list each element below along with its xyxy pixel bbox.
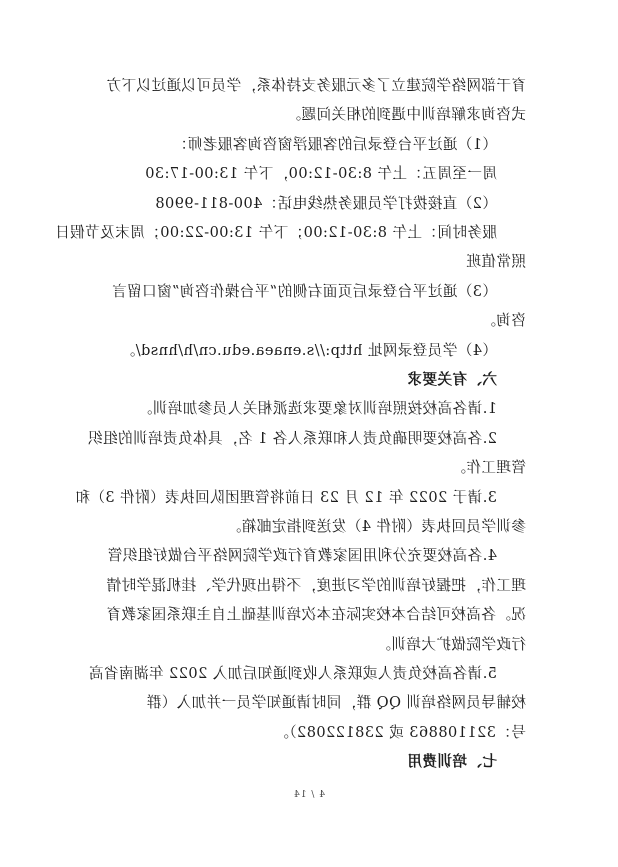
text-line: 5.请各高校负责人或联系人收到通知后加入 2022 年湖南省高 xyxy=(88,665,497,682)
text-line: （4）学员登录网址 http://s.enaea.edu.cn/h/hnsd/。 xyxy=(120,341,497,359)
page-number: 4 / 14 xyxy=(293,790,325,800)
text-line: 4.各高校要充分利用国家教育行政学院网络平台做好组织管 xyxy=(107,547,497,565)
text-line: 服务时间：上午 8:30-12:00；下午 13:00-22:00；周末及节假日 xyxy=(54,224,497,241)
text-line: 行政学院做扩大培训。 xyxy=(376,635,526,653)
text-line: 号：321108863 或 238122082）。 xyxy=(273,723,526,741)
text-line: 育干部网络学院建立了多元服务支持体系，学员可以通过以下方 xyxy=(106,77,526,94)
text-line: 理工作，把握好培训的学习进度，不得出现代学、挂机混学时情 xyxy=(106,576,526,594)
text-line: 管理工作。 xyxy=(451,459,526,477)
section-heading: 六、有关要求 xyxy=(407,371,497,388)
text-line: 周一至周五：上午 8:30-12:00，下午 13:00-17:30 xyxy=(144,165,497,183)
text-line: 3.请于 2022 年 12 月 23 日前将管理团队回执表（附件 3）和 xyxy=(74,488,497,506)
text-line: （1）通过平台登录后的客服浮窗咨询客服老师： xyxy=(172,135,497,153)
text-line: （3）通过平台登录后页面右侧的“平台操作咨询”窗口留言 xyxy=(111,282,497,300)
text-line: 1.请各高校按照培训对象要求选派相关人员参加培训。 xyxy=(137,400,497,418)
text-line: （2）直接拨打学员服务热线电话：400-811-9908 xyxy=(154,194,497,212)
text-line: 式咨询求解培训中遇到的相关问题。 xyxy=(286,106,526,124)
text-line: 参训学员回执表（附件 4）发送到指定邮箱。 xyxy=(226,518,526,535)
text-line: 况。各高校可结合本校实际在本次培训基础上自主联系国家教育 xyxy=(106,606,526,624)
text-line: 2.各高校要明确负责人和联系人各 1 名，具体负责培训的组织 xyxy=(87,429,497,447)
text-line: 照常值班 xyxy=(466,253,526,271)
text-line: 校辅导员网络培训 QQ 群，同时请通知学员一并加入（群 xyxy=(146,694,526,712)
text-line: 咨询。 xyxy=(481,312,526,330)
section-heading: 七、培训费用 xyxy=(407,753,497,771)
